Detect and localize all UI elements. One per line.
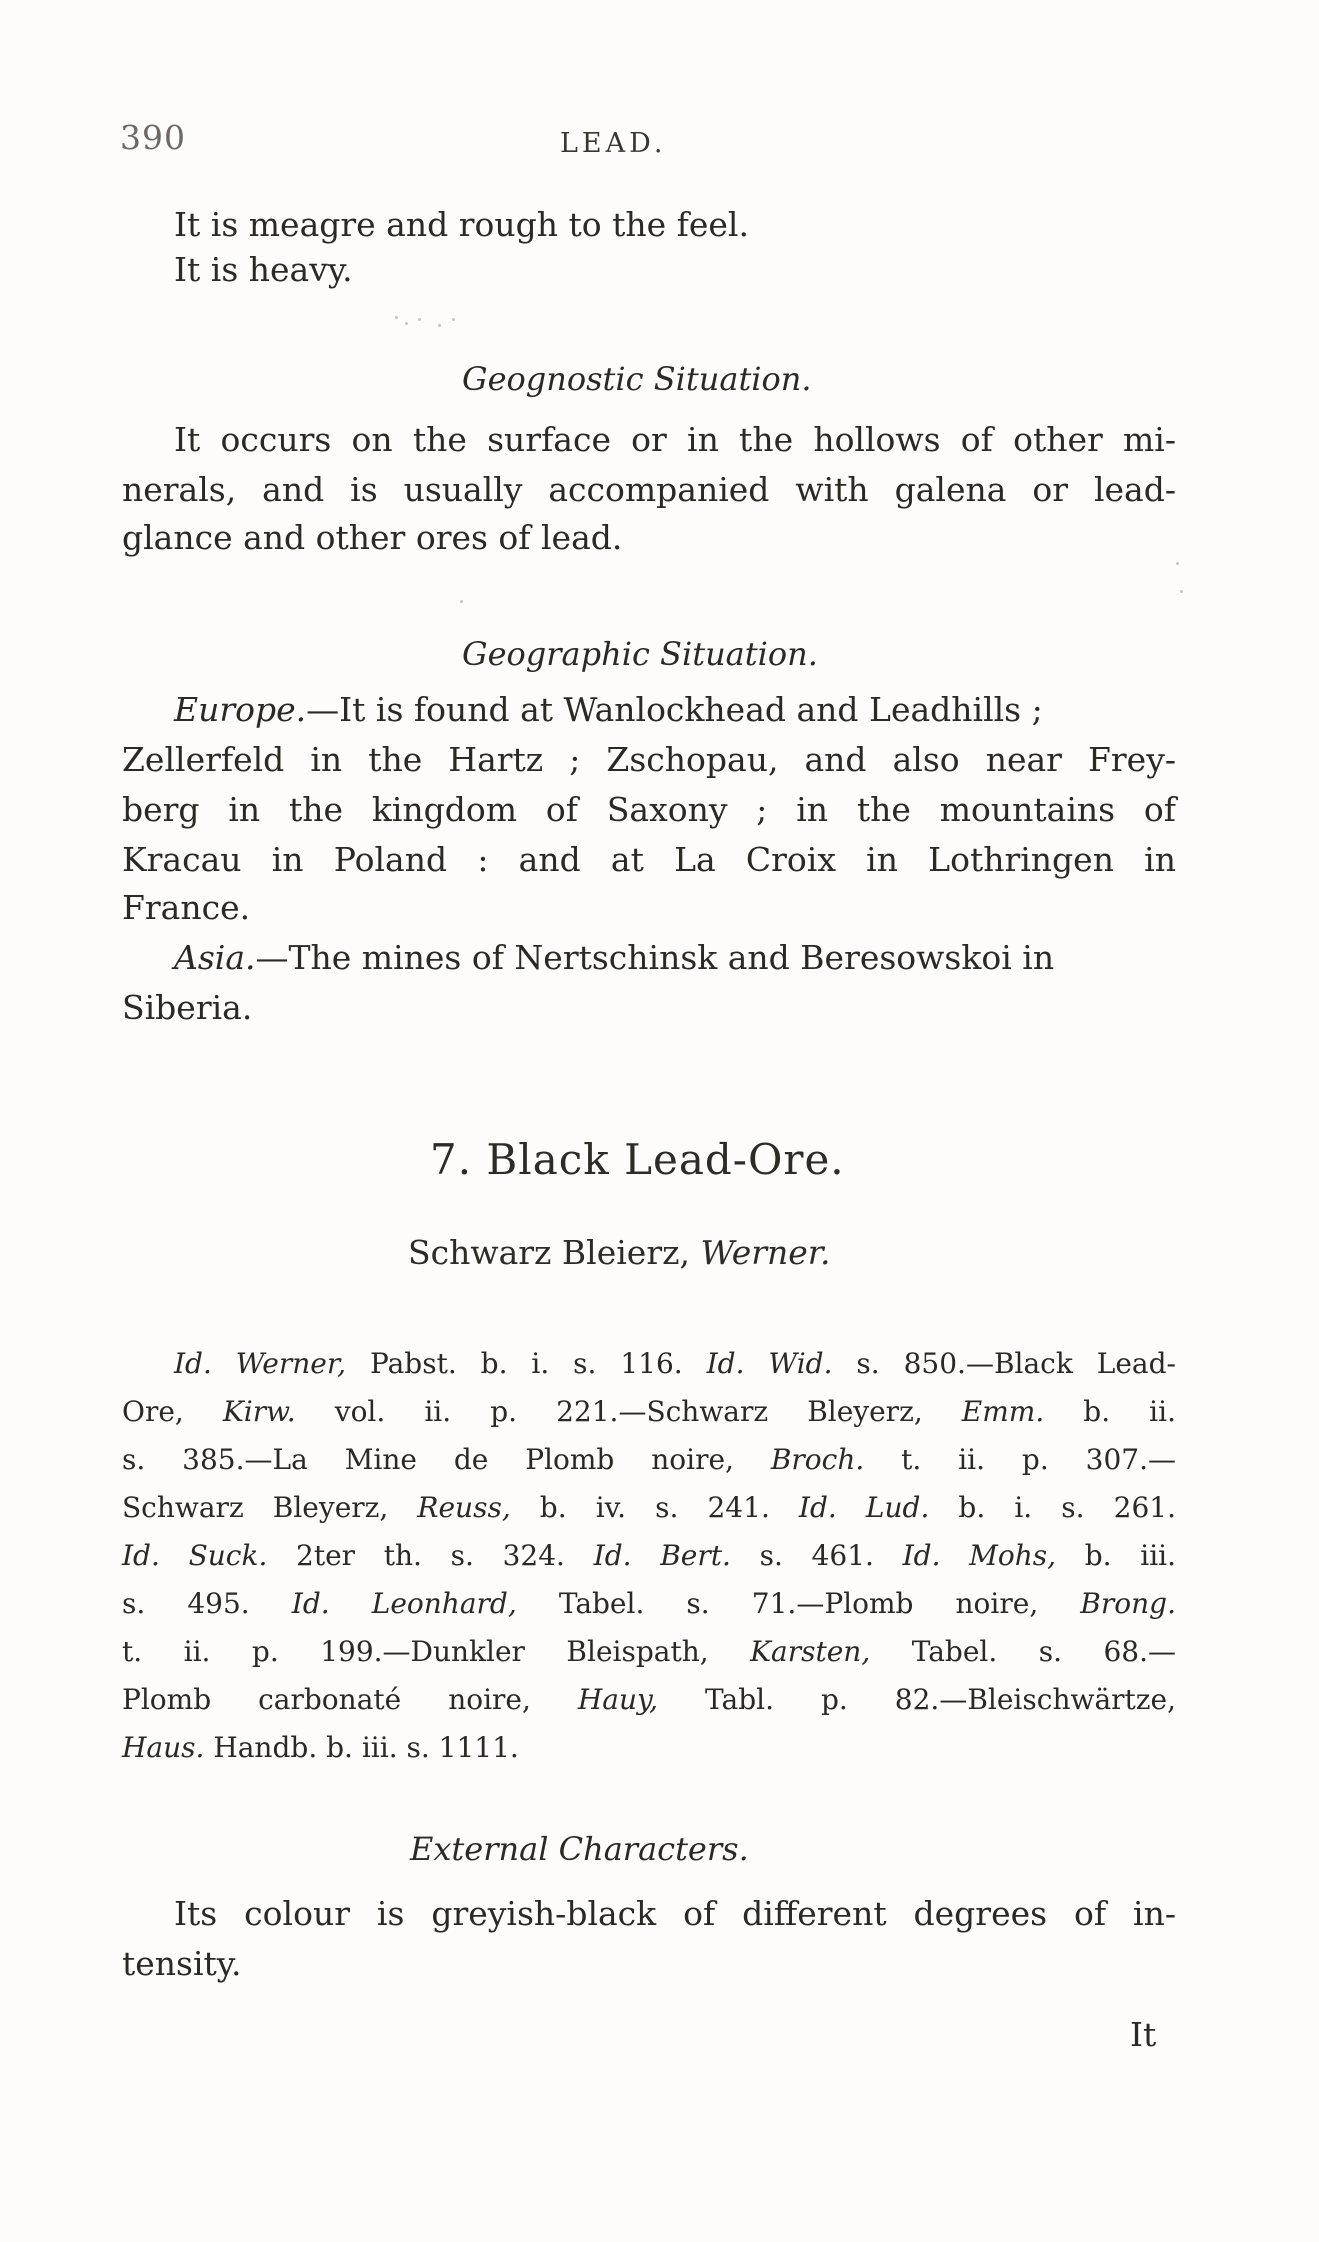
synonymy-line (122, 1441, 1176, 1479)
section-heading-geognostic: Geognostic Situation. (462, 360, 812, 398)
citation-author: Haus. (122, 1731, 205, 1764)
citation-text: b. iii. (1056, 1539, 1177, 1572)
catchword: It (1130, 2015, 1157, 2054)
body-line: Zellerfeld in the Hartz ; Zschopau, and also near Frey- (122, 740, 1176, 779)
citation-text: b. iv. s. 241. (510, 1491, 799, 1524)
citation-text: Handb. b. iii. s. 1111. (204, 1731, 519, 1764)
citation-author: Brong. (1080, 1587, 1176, 1620)
synonymy-line (122, 1585, 1176, 1623)
citation-text: 2ter th. s. 324. (267, 1539, 594, 1572)
synonymy-line (122, 1633, 1176, 1671)
citation-author: Id. Lud. (798, 1491, 930, 1524)
citation-text: Ore, (122, 1395, 223, 1428)
citation-text: Tabel. s. 71.—Plomb noire, (516, 1587, 1081, 1620)
citation-author: Karsten, (750, 1635, 871, 1668)
page-number: 390 (120, 118, 186, 157)
citation-author: Id. Leonhard, (291, 1587, 517, 1620)
citation-text: b. ii. (1044, 1395, 1176, 1428)
authority-name: Werner. (700, 1233, 831, 1272)
citation-text: s. 850.—Black Lead- (832, 1347, 1176, 1380)
body-line: tensity. (122, 1944, 242, 1983)
synonymy-line (122, 1681, 1176, 1719)
citation-text: b. i. s. 261. (929, 1491, 1176, 1524)
body-line: Its colour is greyish-black of different degrees of in- (174, 1894, 1176, 1933)
citation-author: Id. Mohs, (902, 1539, 1057, 1572)
citation-author: Id. Werner, (174, 1347, 347, 1380)
citation-text: Plomb carbonaté noire, (122, 1683, 578, 1716)
citation-author: Reuss, (417, 1491, 511, 1524)
synonymy-line (122, 1729, 519, 1767)
citation-text: s. 385.—La Mine de Plomb noire, (122, 1443, 771, 1476)
body-line: France. (122, 888, 251, 927)
body-line: Kracau in Poland : and at La Croix in Lothringen in (122, 840, 1176, 879)
citation-author: Kirw. (222, 1395, 296, 1428)
citation-author: Id. Suck. (122, 1539, 268, 1572)
citation-text: t. ii. p. 199.—Dunkler Bleispath, (122, 1635, 751, 1668)
region-label-asia: Asia. (174, 938, 256, 977)
body-line: It is meagre and rough to the feel. (174, 205, 749, 244)
citation-author: Emm. (961, 1395, 1045, 1428)
citation-author: Id. Wid. (706, 1347, 833, 1380)
body-line: Siberia. (122, 988, 253, 1027)
synonymy-line (174, 1345, 1176, 1383)
asia-paragraph-first-line (174, 938, 1054, 978)
region-label-europe: Europe. (174, 690, 307, 729)
synonymy-line (122, 1537, 1176, 1575)
section-heading-external: External Characters. (410, 1830, 749, 1868)
body-line: It is heavy. (174, 250, 353, 289)
running-head: LEAD. (560, 128, 667, 159)
german-name: Schwarz Bleierz, (408, 1233, 701, 1272)
citation-author: Hauy, (577, 1683, 659, 1716)
species-title: 7. Black Lead-Ore. (430, 1135, 845, 1184)
body-text: —It is found at Wanlockhead and Leadhills ; (306, 690, 1043, 729)
citation-text: s. 461. (730, 1539, 903, 1572)
europe-paragraph-first-line (174, 690, 1176, 730)
citation-text: Pabst. b. i. s. 116. (346, 1347, 707, 1380)
body-line: glance and other ores of lead. (122, 518, 623, 557)
body-line: nerals, and is usually accompanied with galena or lead- (122, 470, 1176, 509)
citation-text: s. 495. (122, 1587, 292, 1620)
section-heading-geographic: Geographic Situation. (462, 635, 818, 673)
synonymy-line (122, 1393, 1176, 1431)
citation-author: Id. Bert. (593, 1539, 731, 1572)
citation-text: Schwarz Bleyerz, (122, 1491, 418, 1524)
synonymy-line (122, 1489, 1176, 1527)
body-text: —The mines of Nertschinsk and Beresowskoi in (255, 938, 1055, 977)
citation-text: t. ii. p. 307.— (864, 1443, 1177, 1476)
body-line: berg in the kingdom of Saxony ; in the mountains of (122, 790, 1176, 829)
species-subtitle (408, 1233, 830, 1272)
citation-text: vol. ii. p. 221.—Schwarz Bleyerz, (295, 1395, 962, 1428)
citation-author: Broch. (770, 1443, 865, 1476)
body-line: It occurs on the surface or in the hollows of other mi- (174, 420, 1176, 459)
citation-text: Tabl. p. 82.—Bleischwärtze, (658, 1683, 1176, 1716)
citation-text: Tabel. s. 68.— (870, 1635, 1176, 1668)
